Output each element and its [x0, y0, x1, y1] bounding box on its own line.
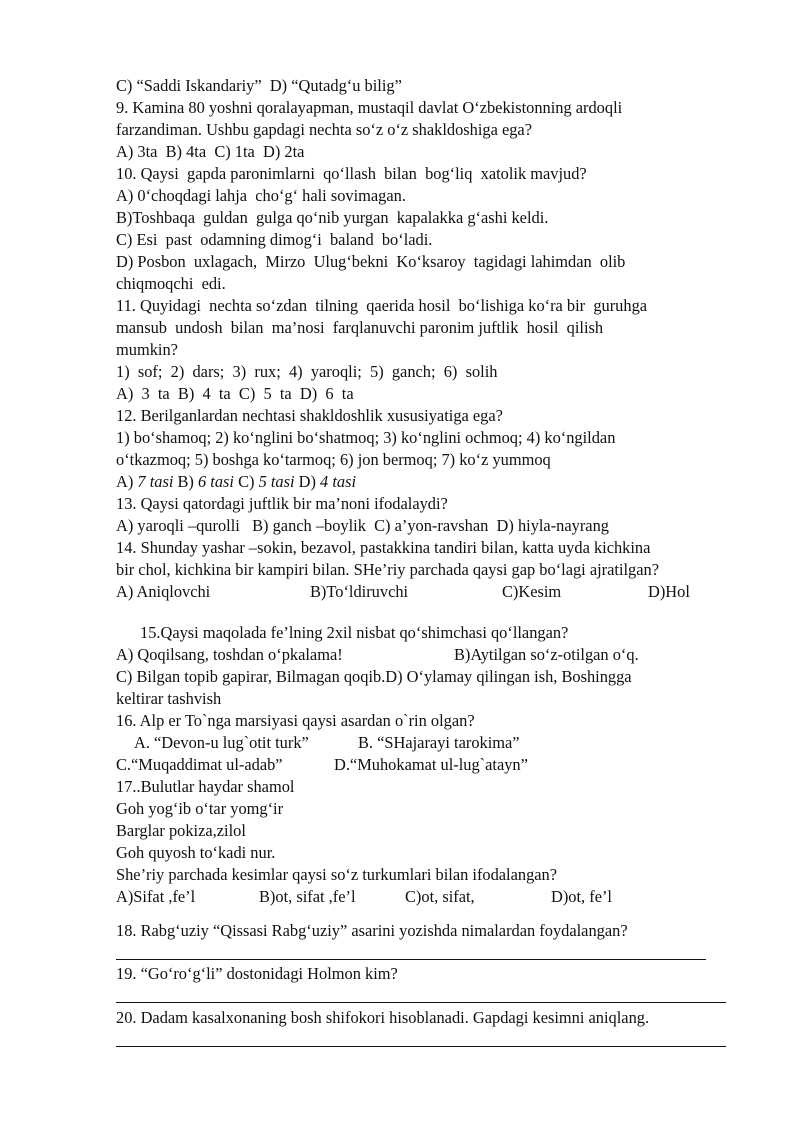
q11-items: 1) sof; 2) dars; 3) rux; 4) yaroqli; 5) ganch; 6) solih [116, 362, 498, 381]
q19-text: 19. “Go‘ro‘g‘li” dostonidagi Holmon kim? [116, 964, 398, 983]
q18-answer-line [116, 959, 706, 960]
q12-value-a: 7 tasi [137, 472, 174, 491]
q17-poem-line2: Goh yog‘ib o‘tar yomg‘ir [116, 799, 284, 818]
q12-items-line2: o‘tkazmoq; 5) boshga ko‘tarmoq; 6) jon bermoq; 7) ko‘z yummoq [116, 450, 551, 469]
q11-text-line2: mansub undosh bilan ma’nosi farqlanuvchi paronim juftlik hosil qilish [116, 318, 604, 337]
q11-text-line1: 11. Quyidagi nechta so‘zdan tilning qaerida hosil bo‘lishiga ko‘ra bir guruhga [116, 296, 648, 315]
q11-text-line3: mumkin? [116, 340, 178, 359]
q9-text-line2: farzandiman. Ushbu gapdagi nechta so‘z o‘z shakldoshiga ega? [116, 120, 532, 139]
q17-poem-line4: Goh quyosh to‘kadi nur. [116, 843, 276, 862]
q20-text: 20. Dadam kasalxonaning bosh shifokori hisoblanadi. Gapdagi kesimni aniqlang. [116, 1008, 650, 1027]
q15-option-cd-line1: C) Bilgan topib gapirar, Bilmagan qoqib.D) O‘ylamay qilingan ish, Boshingga [116, 667, 632, 686]
q17-option-b: B)ot, sifat ,fe’l [259, 887, 356, 906]
q12-value-b: 6 tasi [197, 472, 234, 491]
q16-text: 16. Alp er To`nga marsiyasi qaysi asardan o`rin olgan? [116, 711, 475, 730]
q10-option-d-line1: D) Posbon uxlagach, Mirzo Ulug‘bekni Ko‘ksaroy tagidagi lahimdan olib [116, 252, 626, 271]
q17-poem-line3: Barglar pokiza,zilol [116, 821, 246, 840]
q9-options: A) 3ta B) 4ta C) 1ta D) 2ta [116, 142, 305, 161]
q13-text: 13. Qaysi qatordagi juftlik bir ma’noni ifodalaydi? [116, 494, 448, 513]
q18-text: 18. Rabg‘uziy “Qissasi Rabg‘uziy” asarini yozishda nimalardan foydalangan? [116, 921, 628, 940]
q17-question: She’riy parchada kesimlar qaysi so‘z turkumlari bilan ifodalangan? [116, 865, 558, 884]
q12-value-d: 4 tasi [320, 472, 357, 491]
q8-options-cd: C) “Saddi Iskandariy” D) “Qutadg‘u bilig” [116, 76, 402, 95]
q14-option-a: A) Aniqlovchi [116, 582, 211, 601]
q12-items-line1: 1) bo‘shamoq; 2) ko‘nglini bo‘shatmoq; 3) ko‘nglini ochmoq; 4) ko‘ngildan [116, 428, 616, 447]
q16-option-d: D.“Muhokamat ul-lug`atayn” [334, 755, 528, 774]
q11-options: A) 3 ta B) 4 ta C) 5 ta D) 6 ta [116, 384, 354, 403]
q14-option-c: C)Kesim [502, 582, 562, 601]
q16-option-b: B. “SHajarayi tarokima” [358, 733, 520, 752]
q12-label-b: B) [173, 472, 198, 491]
q10-option-c: C) Esi past odamning dimog‘i baland bo‘ladi. [116, 230, 433, 249]
q10-text: 10. Qaysi gapda paronimlarni qo‘llash bilan bog‘liq xatolik mavjud? [116, 164, 587, 183]
q14-text-line1: 14. Shunday yashar –sokin, bezavol, pastakkina tandiri bilan, katta uyda kichkina [116, 538, 651, 557]
q19-answer-line [116, 1002, 726, 1003]
q12-text: 12. Berilganlardan nechtasi shakldoshlik xususiyatiga ega? [116, 406, 503, 425]
q14-text-line2: bir chol, kichkina bir kampiri bilan. SHe’riy parchada qaysi gap bo‘lagi ajratilgan? [116, 560, 659, 579]
q16-option-a: A. “Devon-u lug`otit turk” [134, 733, 309, 752]
q13-options: A) yaroqli –qurolli B) ganch –boylik C) a’yon-ravshan D) hiyla-nayrang [116, 516, 609, 535]
q15-option-b: B)Aytilgan so‘z-otilgan o‘q. [454, 645, 639, 664]
q20-answer-line [116, 1046, 726, 1047]
q12-options [116, 471, 356, 493]
q15-option-cd-line2: keltirar tashvish [116, 689, 222, 708]
q12-value-c: 5 tasi [258, 472, 295, 491]
q16-option-c: C.“Muqaddimat ul-adab” [116, 755, 283, 774]
q14-option-b: B)To‘ldiruvchi [310, 582, 409, 601]
q10-option-d-line2: chiqmoqchi edi. [116, 274, 226, 293]
q17-poem-line1: 17..Bulutlar haydar shamol [116, 777, 295, 796]
q10-option-a: A) 0‘choqdagi lahja cho‘g‘ hali sovimagan. [116, 186, 406, 205]
q15-text: 15.Qaysi maqolada fe’lning 2xil nisbat qo‘shimchasi qo‘llangan? [140, 623, 569, 642]
q15-option-a: A) Qoqilsang, toshdan o‘pkalama! [116, 645, 343, 664]
q12-label-d: D) [294, 472, 321, 491]
q12-label-a: A) [116, 472, 138, 491]
q17-option-a: A)Sifat ,fe’l [116, 887, 196, 906]
q14-option-d: D)Hol [648, 582, 690, 601]
q17-option-c: C)ot, sifat, [405, 887, 475, 906]
q10-option-b: B)Toshbaqa guldan gulga qo‘nib yurgan kapalakka g‘ashi keldi. [116, 208, 549, 227]
q12-label-c: C) [233, 472, 259, 491]
q9-text-line1: 9. Kamina 80 yoshni qoralayapman, mustaqil davlat O‘zbekistonning ardoqli [116, 98, 623, 117]
q17-option-d: D)ot, fe’l [551, 887, 612, 906]
